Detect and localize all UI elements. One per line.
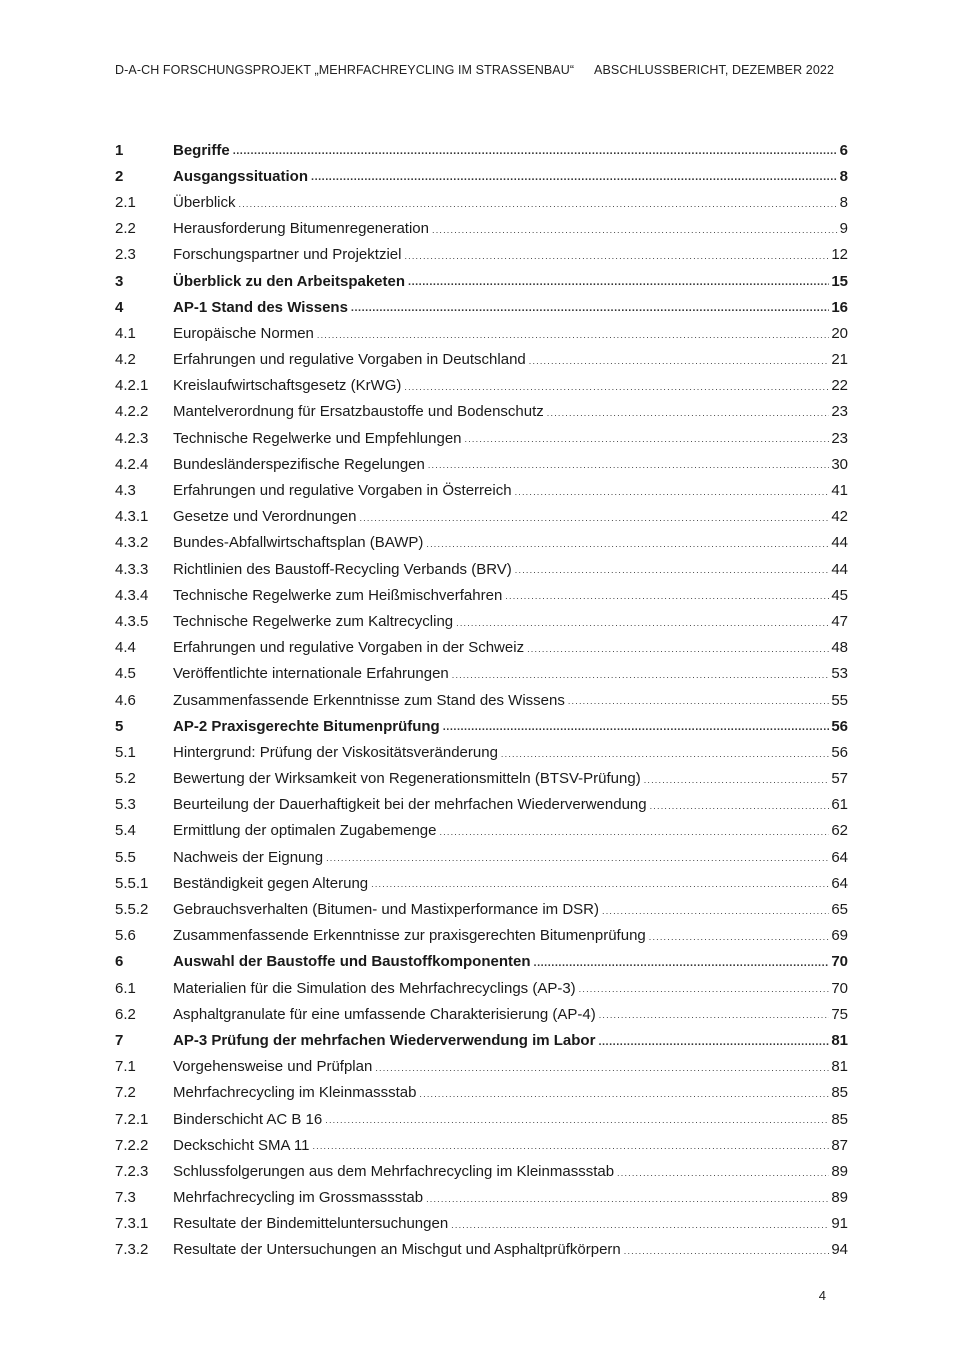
header-project-title: D-A-CH FORSCHUNGSPROJEKT „MEHRFACHREYCLING IM STRASSENBAU“ xyxy=(115,63,575,77)
toc-dot-leader xyxy=(456,618,829,635)
toc-entry[interactable] xyxy=(115,818,848,844)
toc-entry-page: 55 xyxy=(831,691,848,709)
toc-entry[interactable] xyxy=(115,608,848,634)
toc-entry-page: 89 xyxy=(831,1189,848,1207)
toc-entry[interactable] xyxy=(115,1054,848,1080)
toc-dot-leader xyxy=(649,932,830,949)
toc-entry-page: 94 xyxy=(831,1241,848,1259)
toc-dot-leader xyxy=(426,1194,829,1211)
toc-dot-leader xyxy=(451,1220,829,1237)
toc-entry[interactable] xyxy=(115,1106,848,1132)
toc-entry-title: AP-3 Prüfung der mehrfachen Wiederverwendung im Labor xyxy=(173,1031,596,1049)
toc-dot-leader xyxy=(579,984,830,1001)
toc-dot-leader xyxy=(534,957,830,975)
toc-entry-number: 4.3.1 xyxy=(115,508,149,526)
toc-entry-page: 22 xyxy=(831,377,848,395)
toc-dot-leader xyxy=(602,906,829,923)
toc-entry-title: Gesetze und Verordnungen xyxy=(173,508,357,526)
toc-entry-title: Technische Regelwerke und Empfehlungen xyxy=(173,429,462,447)
toc-entry-number: 7.2.3 xyxy=(115,1162,149,1180)
toc-entry-page: 64 xyxy=(831,848,848,866)
toc-entry-title: Erfahrungen und regulative Vorgaben in der Schweiz xyxy=(173,639,525,657)
toc-entry-title: Resultate der Untersuchungen an Mischgut und Asphaltprüfkörpern xyxy=(173,1241,621,1259)
toc-dot-leader xyxy=(432,225,838,242)
toc-entry[interactable] xyxy=(115,163,848,189)
toc-entry[interactable] xyxy=(115,242,848,268)
toc-entry[interactable] xyxy=(115,1185,848,1211)
toc-entry-page: 65 xyxy=(831,901,848,919)
toc-dot-leader xyxy=(239,199,838,216)
toc-dot-leader xyxy=(568,696,829,713)
toc-dot-leader xyxy=(598,1036,829,1054)
toc-entry-page: 61 xyxy=(831,796,848,814)
toc-entry[interactable] xyxy=(115,1080,848,1106)
toc-entry-title: AP-2 Praxisgerechte Bitumenprüfung xyxy=(173,717,440,735)
toc-entry-number: 5.5 xyxy=(115,848,136,866)
toc-entry-title: Auswahl der Baustoffe und Baustoffkomponenten xyxy=(173,953,531,971)
toc-entry-page: 70 xyxy=(831,979,848,997)
toc-entry-number: 7.2.2 xyxy=(115,1136,149,1154)
toc-entry[interactable] xyxy=(115,294,848,320)
toc-entry-page: 9 xyxy=(839,220,848,238)
toc-entry-page: 62 xyxy=(831,822,848,840)
toc-dot-leader xyxy=(547,408,830,425)
toc-entry-page: 44 xyxy=(831,560,848,578)
toc-dot-leader xyxy=(408,276,829,294)
toc-entry-page: 8 xyxy=(839,193,848,211)
toc-entry-page: 20 xyxy=(831,324,848,342)
toc-entry-page: 91 xyxy=(831,1215,848,1233)
toc-dot-leader xyxy=(375,1063,829,1080)
toc-dot-leader xyxy=(443,721,830,739)
toc-entry-number: 4.2.1 xyxy=(115,377,149,395)
toc-entry[interactable] xyxy=(115,320,848,346)
toc-entry[interactable] xyxy=(115,425,848,451)
toc-entry-number: 6.2 xyxy=(115,1005,136,1023)
toc-entry[interactable] xyxy=(115,635,848,661)
toc-entry-page: 23 xyxy=(831,403,848,421)
toc-entry[interactable] xyxy=(115,373,848,399)
toc-entry[interactable] xyxy=(115,896,848,922)
toc-entry-page: 81 xyxy=(831,1031,848,1049)
toc-entry-number: 7.3.2 xyxy=(115,1241,149,1259)
toc-entry-number: 5 xyxy=(115,717,124,735)
toc-entry-number: 7.2.1 xyxy=(115,1110,149,1128)
toc-entry-title: Herausforderung Bitumenregeneration xyxy=(173,220,429,238)
toc-dot-leader xyxy=(624,1246,830,1263)
toc-entry-page: 85 xyxy=(831,1084,848,1102)
table-of-contents xyxy=(115,137,848,1263)
toc-entry-number: 7.3 xyxy=(115,1189,136,1207)
toc-entry[interactable] xyxy=(115,661,848,687)
toc-entry-title: Ausgangssituation xyxy=(173,167,309,185)
toc-dot-leader xyxy=(527,644,829,661)
toc-dot-leader xyxy=(404,251,829,268)
toc-entry[interactable] xyxy=(115,1132,848,1158)
toc-entry-page: 87 xyxy=(831,1136,848,1154)
toc-entry-title: Mantelverordnung für Ersatzbaustoffe und Bodenschutz xyxy=(173,403,544,421)
toc-entry[interactable] xyxy=(115,766,848,792)
toc-entry-title: Erfahrungen und regulative Vorgaben in Österreich xyxy=(173,482,512,500)
toc-dot-leader xyxy=(326,853,829,870)
toc-dot-leader xyxy=(617,1168,829,1185)
toc-dot-leader xyxy=(452,670,830,687)
toc-dot-leader xyxy=(426,539,829,556)
toc-entry[interactable] xyxy=(115,923,848,949)
toc-dot-leader xyxy=(371,879,829,896)
toc-dot-leader xyxy=(505,591,829,608)
toc-entry-title: Bewertung der Wirksamkeit von Regenerationsmitteln (BTSV-Prüfung) xyxy=(173,770,641,788)
toc-entry-title: Resultate der Bindemitteluntersuchungen xyxy=(173,1215,449,1233)
toc-entry-page: 81 xyxy=(831,1058,848,1076)
toc-entry[interactable] xyxy=(115,504,848,530)
toc-entry-number: 5.4 xyxy=(115,822,136,840)
toc-entry-title: Richtlinien des Baustoff-Recycling Verbands (BRV) xyxy=(173,560,512,578)
toc-entry-page: 48 xyxy=(831,639,848,657)
toc-entry-page: 6 xyxy=(839,141,848,159)
toc-entry[interactable] xyxy=(115,1001,848,1027)
toc-entry-page: 53 xyxy=(831,665,848,683)
page-number: 4 xyxy=(818,1288,826,1303)
toc-entry-page: 70 xyxy=(831,953,848,971)
toc-entry-number: 4.3.5 xyxy=(115,612,149,630)
toc-entry-page: 12 xyxy=(831,246,848,264)
toc-entry-page: 42 xyxy=(831,508,848,526)
toc-entry-title: Hintergrund: Prüfung der Viskositätsveränderung xyxy=(173,743,498,761)
toc-entry-number: 7.2 xyxy=(115,1084,136,1102)
toc-entry[interactable] xyxy=(115,1027,848,1053)
toc-entry-number: 7 xyxy=(115,1031,124,1049)
toc-entry-number: 4.3.3 xyxy=(115,560,149,578)
toc-dot-leader xyxy=(515,487,830,504)
toc-entry-number: 4 xyxy=(115,298,124,316)
toc-dot-leader xyxy=(311,171,838,189)
toc-entry-title: Europäische Normen xyxy=(173,324,314,342)
toc-entry-page: 41 xyxy=(831,482,848,500)
toc-entry[interactable] xyxy=(115,216,848,242)
toc-entry-page: 30 xyxy=(831,455,848,473)
toc-entry-number: 4.5 xyxy=(115,665,136,683)
toc-entry-title: Technische Regelwerke zum Heißmischverfahren xyxy=(173,586,503,604)
toc-entry-title: Mehrfachrecycling im Kleinmassstab xyxy=(173,1084,417,1102)
toc-entry-page: 8 xyxy=(839,167,848,185)
toc-entry-title: Bundesländerspezifische Regelungen xyxy=(173,455,425,473)
toc-entry[interactable] xyxy=(115,687,848,713)
toc-entry-title: Kreislaufwirtschaftsgesetz (KrWG) xyxy=(173,377,402,395)
toc-entry-number: 1 xyxy=(115,141,124,159)
toc-entry-title: Nachweis der Eignung xyxy=(173,848,324,866)
toc-entry-title: Zusammenfassende Erkenntnisse zur praxisgerechten Bitumenprüfung xyxy=(173,927,646,945)
toc-entry-title: Ermittlung der optimalen Zugabemenge xyxy=(173,822,437,840)
toc-entry-title: Erfahrungen und regulative Vorgaben in Deutschland xyxy=(173,351,526,369)
toc-entry-number: 4.2.2 xyxy=(115,403,149,421)
toc-entry-title: Bundes-Abfallwirtschaftsplan (BAWP) xyxy=(173,534,424,552)
toc-dot-leader xyxy=(439,827,829,844)
toc-entry[interactable] xyxy=(115,870,848,896)
toc-entry-page: 47 xyxy=(831,612,848,630)
toc-entry-title: Materialien für die Simulation des Mehrfachrecyclings (AP-3) xyxy=(173,979,576,997)
toc-entry[interactable] xyxy=(115,949,848,975)
toc-entry[interactable] xyxy=(115,792,848,818)
toc-entry[interactable] xyxy=(115,530,848,556)
toc-entry-page: 89 xyxy=(831,1162,848,1180)
toc-entry-title: Veröffentlichte internationale Erfahrungen xyxy=(173,665,449,683)
toc-entry[interactable] xyxy=(115,844,848,870)
toc-entry-number: 4.2.4 xyxy=(115,455,149,473)
toc-entry-number: 5.1 xyxy=(115,743,136,761)
toc-entry[interactable] xyxy=(115,713,848,739)
toc-dot-leader xyxy=(419,1089,829,1106)
toc-entry-page: 57 xyxy=(831,770,848,788)
toc-entry[interactable] xyxy=(115,477,848,503)
toc-dot-leader xyxy=(644,775,830,792)
toc-entry-page: 69 xyxy=(831,927,848,945)
toc-entry[interactable] xyxy=(115,556,848,582)
toc-entry-title: Deckschicht SMA 11 xyxy=(173,1136,310,1154)
toc-entry-title: Beständigkeit gegen Alterung xyxy=(173,874,369,892)
toc-entry[interactable] xyxy=(115,137,848,163)
toc-entry-page: 44 xyxy=(831,534,848,552)
toc-entry-title: AP-1 Stand des Wissens xyxy=(173,298,348,316)
toc-entry-title: Gebrauchsverhalten (Bitumen- und Mastixperformance im DSR) xyxy=(173,901,599,919)
toc-entry-page: 15 xyxy=(831,272,848,290)
toc-entry-page: 16 xyxy=(831,298,848,316)
toc-entry-number: 4.6 xyxy=(115,691,136,709)
toc-dot-leader xyxy=(404,382,829,399)
toc-dot-leader xyxy=(317,330,829,347)
toc-entry[interactable] xyxy=(115,268,848,294)
toc-entry-title: Vorgehensweise und Prüfplan xyxy=(173,1058,373,1076)
toc-entry-number: 6 xyxy=(115,953,124,971)
toc-entry-number: 3 xyxy=(115,272,124,290)
toc-dot-leader xyxy=(529,356,830,373)
toc-entry-page: 21 xyxy=(831,351,848,369)
toc-entry-page: 85 xyxy=(831,1110,848,1128)
toc-entry[interactable] xyxy=(115,1158,848,1184)
toc-entry-number: 4.2.3 xyxy=(115,429,149,447)
toc-dot-leader xyxy=(599,1010,830,1027)
toc-dot-leader xyxy=(359,513,829,530)
toc-entry-number: 4.3 xyxy=(115,482,136,500)
toc-entry-title: Beurteilung der Dauerhaftigkeit bei der mehrfachen Wiederverwendung xyxy=(173,796,647,814)
toc-entry-number: 7.1 xyxy=(115,1058,136,1076)
toc-entry-number: 4.1 xyxy=(115,324,136,342)
toc-entry-page: 23 xyxy=(831,429,848,447)
toc-entry-page: 56 xyxy=(831,717,848,735)
toc-entry[interactable] xyxy=(115,1237,848,1263)
toc-entry-title: Überblick zu den Arbeitspaketen xyxy=(173,272,406,290)
toc-dot-leader xyxy=(233,145,838,163)
toc-entry-number: 5.2 xyxy=(115,770,136,788)
toc-entry-page: 56 xyxy=(831,743,848,761)
toc-entry-title: Begriffe xyxy=(173,141,230,159)
toc-dot-leader xyxy=(351,302,829,320)
toc-entry-number: 4.2 xyxy=(115,351,136,369)
toc-entry-title: Binderschicht AC B 16 xyxy=(173,1110,323,1128)
toc-entry[interactable] xyxy=(115,451,848,477)
toc-entry-number: 2.2 xyxy=(115,220,136,238)
toc-entry-number: 5.6 xyxy=(115,927,136,945)
toc-entry-number: 6.1 xyxy=(115,979,136,997)
toc-entry[interactable] xyxy=(115,189,848,215)
toc-entry[interactable] xyxy=(115,582,848,608)
toc-entry-title: Forschungspartner und Projektziel xyxy=(173,246,402,264)
toc-dot-leader xyxy=(501,749,829,766)
toc-entry-number: 4.3.4 xyxy=(115,586,149,604)
toc-entry-number: 5.5.2 xyxy=(115,901,149,919)
toc-entry[interactable] xyxy=(115,739,848,765)
toc-entry-number: 2 xyxy=(115,167,124,185)
toc-entry-title: Mehrfachrecycling im Grossmassstab xyxy=(173,1189,424,1207)
toc-entry-title: Überblick xyxy=(173,193,236,211)
toc-entry-title: Asphaltgranulate für eine umfassende Charakterisierung (AP-4) xyxy=(173,1005,596,1023)
toc-entry-number: 2.1 xyxy=(115,193,136,211)
page-header xyxy=(115,63,834,77)
toc-entry-page: 64 xyxy=(831,874,848,892)
toc-entry[interactable] xyxy=(115,1211,848,1237)
toc-entry-title: Technische Regelwerke zum Kaltrecycling xyxy=(173,612,454,630)
toc-dot-leader xyxy=(650,801,830,818)
toc-entry-page: 45 xyxy=(831,586,848,604)
toc-entry-page: 75 xyxy=(831,1005,848,1023)
toc-entry-number: 5.3 xyxy=(115,796,136,814)
toc-entry-title: Zusammenfassende Erkenntnisse zum Stand des Wissens xyxy=(173,691,565,709)
toc-entry-number: 4.4 xyxy=(115,639,136,657)
header-report-date: ABSCHLUSSBERICHT, DEZEMBER 2022 xyxy=(594,63,834,77)
toc-dot-leader xyxy=(465,434,830,451)
toc-dot-leader xyxy=(325,1115,829,1132)
toc-entry-title: Schlussfolgerungen aus dem Mehrfachrecycling im Kleinmassstab xyxy=(173,1162,615,1180)
toc-entry-number: 2.3 xyxy=(115,246,136,264)
toc-dot-leader xyxy=(515,565,830,582)
toc-entry-number: 4.3.2 xyxy=(115,534,149,552)
toc-entry-number: 5.5.1 xyxy=(115,874,149,892)
toc-entry[interactable] xyxy=(115,975,848,1001)
toc-entry-number: 7.3.1 xyxy=(115,1215,149,1233)
toc-entry[interactable] xyxy=(115,399,848,425)
toc-entry[interactable] xyxy=(115,347,848,373)
toc-dot-leader xyxy=(312,1141,829,1158)
toc-dot-leader xyxy=(428,460,829,477)
